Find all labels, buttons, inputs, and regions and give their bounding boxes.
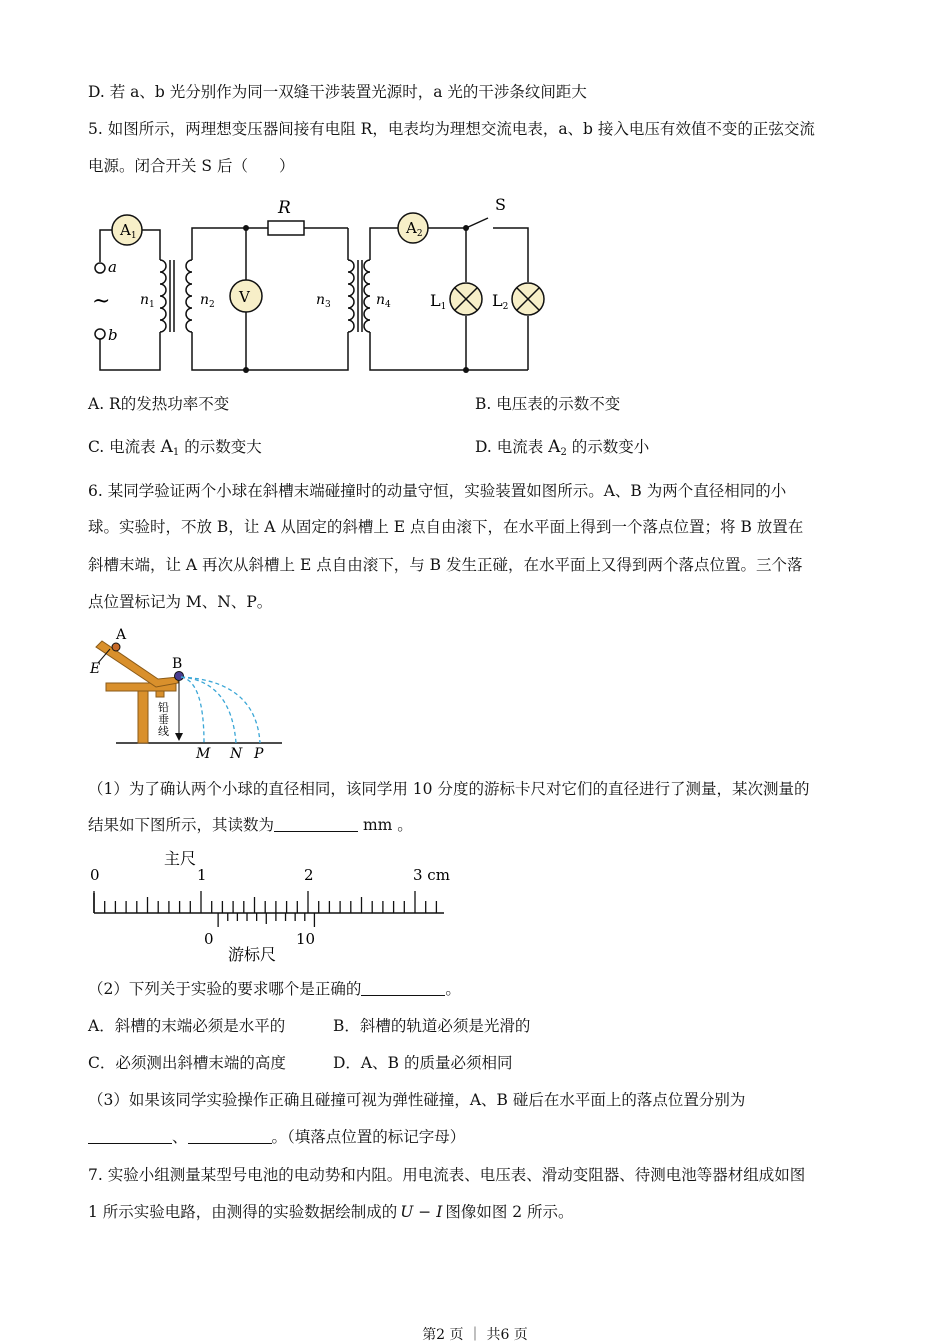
svg-text:R: R [278,198,291,218]
svg-text:垂: 垂 [158,713,169,726]
q5-stem-line2: 电源。闭合开关 S 后（ ） [88,157,295,175]
q7-stem-line2: 1 所示实验电路，由测得的实验数据绘制成的 U − I 图像如图 2 所示。 [88,1203,574,1221]
svg-text:E: E [90,661,101,677]
lamp-l1 [450,283,482,315]
q6-opt-c: C．必须测出斜槽末端的高度 [88,1054,286,1072]
svg-text:A1: $A_1$ [120,221,137,241]
svg-text:N: N [230,746,243,762]
q5-option-c: C. 电流表 $A_1$ 的示数变大 [88,437,262,458]
svg-text:b: b [108,326,118,344]
q6-stem-line4: 点位置标记为 M、N、P。 [88,593,273,611]
svg-text:10: 10 [296,930,316,948]
svg-text:P: P [254,746,264,762]
ball-b [175,672,184,681]
svg-text:n2: $n_2$ [200,292,215,310]
answer-blank-part2 [361,981,445,996]
svg-text:a: a [108,258,117,276]
svg-text:2: 2 [304,866,314,884]
svg-text:游标尺: 游标尺 [228,945,277,964]
svg-text:A: A [116,627,127,643]
q5-option-b: B. 电压表的示数不变 [475,395,621,413]
lamp-l2 [512,283,544,315]
vernier-caliper-diagram [86,846,456,966]
ball-a [112,643,120,651]
q5-option-d: D. 电流表 $A_2$ 的示数变小 [475,437,650,458]
answer-blank-b [188,1129,272,1144]
q6-part2: （2）下列关于实验的要求哪个是正确的 。 [88,980,461,998]
svg-text:S: S [495,195,506,214]
svg-text:n3: $n_3$ [316,292,331,310]
answer-blank-reading [274,817,358,832]
svg-text:0: 0 [204,930,214,948]
svg-text:A2: $A_2$ [406,219,423,239]
answer-blank-a [88,1129,172,1144]
page-footer: 第2 页 ｜ 共6 页 [422,1327,528,1343]
svg-text:n1: $n_1$ [140,292,155,310]
svg-text:n4: $n_4$ [376,292,391,310]
q4-option-d: D. 若 a、b 光分别作为同一双缝干涉装置光源时，a 光的干涉条纹间距大 [88,83,587,101]
q6-part1-line2: 结果如下图所示，其读数为 mm 。 [88,816,413,834]
svg-text:3 cm: 3 cm [413,866,450,884]
svg-text:0: 0 [90,866,100,884]
svg-text:~: ~ [92,289,111,314]
svg-text:V: V [239,288,250,306]
q6-part3-line2: 、 。（填落点位置的标记字母） [88,1127,465,1147]
svg-text:L2: L2 [492,291,509,312]
svg-text:L1: L1 [430,291,447,312]
collision-apparatus-diagram [86,625,286,765]
svg-text:线: 线 [158,725,169,738]
q6-opt-d: D．A、B 的质量必须相同 [333,1054,513,1072]
q6-stem-line1: 6. 某同学验证两个小球在斜槽末端碰撞时的动量守恒，实验装置如图所示。A、B 为两个直径相同的小 [88,482,787,500]
q6-stem-line2: 球。实验时，不放 B，让 A 从固定的斜槽上 E 点自由滚下，在水平面上得到一个落点位置；将 B 放置在 [88,518,804,536]
svg-text:铅: 铅 [158,701,169,714]
svg-text:B: B [172,656,183,672]
svg-text:主尺: 主尺 [164,849,197,868]
svg-text:M: M [196,746,211,762]
q7-stem-line1: 7. 实验小组测量某型号电池的电动势和内阻。用电流表、电压表、滑动变阻器、待测电池等器材组成如图 [88,1166,806,1184]
q6-opt-b: B．斜槽的轨道必须是光滑的 [333,1017,531,1035]
svg-text:1: 1 [197,866,207,884]
q5-stem-line1: 5. 如图所示，两理想变压器间接有电阻 R，电表均为理想交流电表，a、b 接入电压有效值不变的正弦交流 [88,120,815,138]
q6-part3-line1: （3）如果该同学实验操作正确且碰撞可视为弹性碰撞，A、B 碰后在水平面上的落点位置分别为 [88,1091,746,1109]
q6-opt-a: A．斜槽的末端必须是水平的 [88,1017,286,1035]
q6-stem-line3: 斜槽末端，让 A 再次从斜槽上 E 点自由滚下，与 B 发生正碰，在水平面上又得到两个落点位置。三个落 [88,556,803,574]
transformer-circuit-diagram [88,190,558,380]
q5-option-a: A. R的发热功率不变 [88,395,230,413]
q6-part1-line1: （1）为了确认两个小球的直径相同，该同学用 10 分度的游标卡尺对它们的直径进行了测量，某次测量的 [88,780,810,798]
